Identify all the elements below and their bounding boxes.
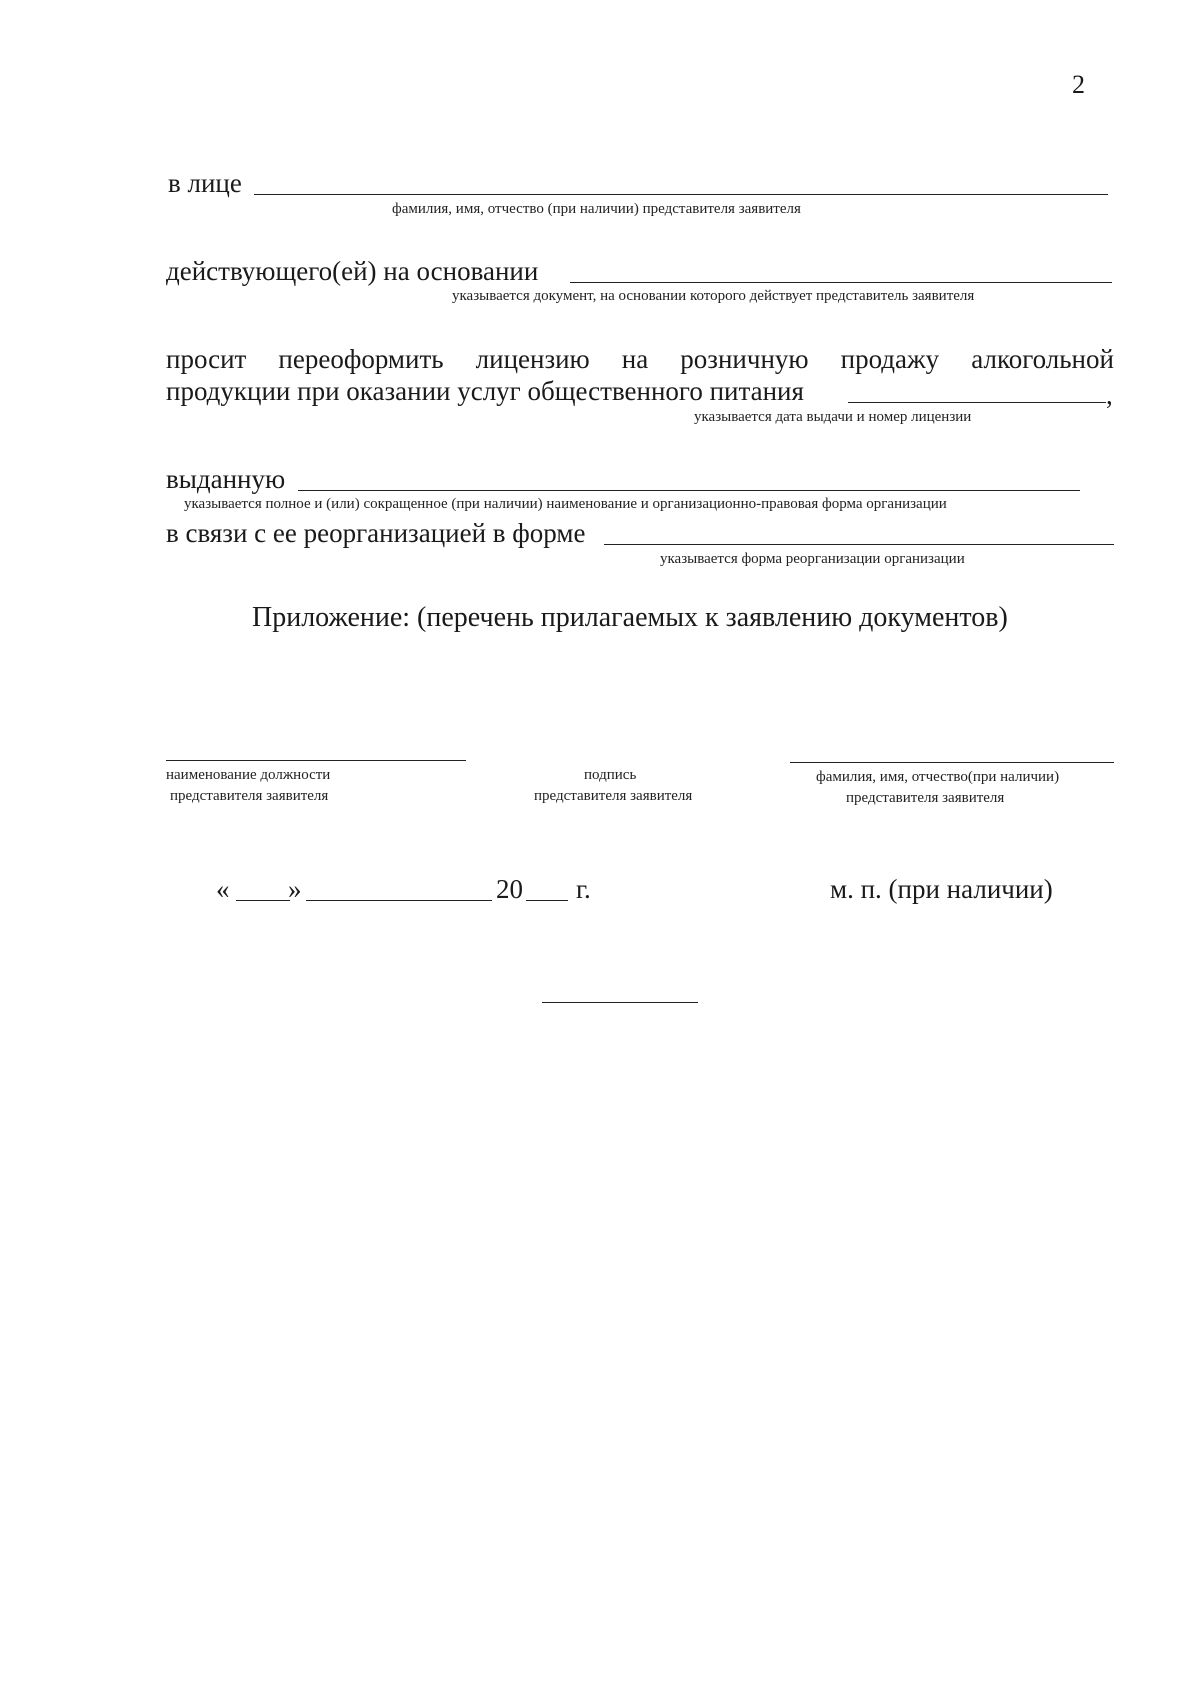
- seal-note: м. п. (при наличии): [830, 874, 1053, 904]
- representative-label: в лице: [168, 168, 242, 198]
- date-year-prefix: 20: [496, 874, 523, 904]
- basis-field-line[interactable]: [570, 282, 1112, 283]
- date-month-field[interactable]: [306, 900, 492, 901]
- trailing-comma: ,: [1106, 380, 1113, 410]
- request-line-1: [166, 346, 1114, 373]
- date-close-quote: »: [288, 874, 302, 904]
- reorganization-field-line[interactable]: [604, 544, 1114, 545]
- position-caption-2: представителя заявителя: [170, 788, 329, 804]
- license-field-line[interactable]: [848, 402, 1106, 403]
- request-line-2: продукции при оказании услуг общественного питания: [166, 376, 804, 406]
- name-caption-2: представителя заявителя: [846, 790, 1005, 806]
- request-word: на: [621, 344, 649, 374]
- request-word: переоформить: [278, 344, 444, 374]
- representative-field-line[interactable]: [254, 194, 1108, 195]
- basis-label: действующего(ей) на основании: [166, 256, 539, 286]
- signature-caption-1: подпись: [584, 767, 637, 783]
- position-field-line[interactable]: [166, 760, 466, 761]
- request-word: лицензию: [475, 344, 590, 374]
- date-day-field[interactable]: [236, 900, 290, 901]
- closing-divider: [542, 1002, 698, 1003]
- basis-caption: указывается документ, на основании которого действует представитель заявителя: [452, 288, 975, 304]
- page-number: 2: [1072, 70, 1085, 99]
- issued-label: выданную: [166, 464, 286, 494]
- request-word: продажу: [840, 344, 940, 374]
- date-year-field[interactable]: [526, 900, 568, 901]
- reorganization-caption: указывается форма реорганизации организации: [660, 551, 965, 567]
- request-word: алкогольной: [971, 344, 1114, 374]
- license-caption: указывается дата выдачи и номер лицензии: [694, 409, 972, 425]
- request-word: розничную: [680, 344, 809, 374]
- position-caption-1: наименование должности: [166, 767, 331, 783]
- attachment-heading: Приложение: (перечень прилагаемых к заявлению документов): [252, 602, 1008, 633]
- request-word: просит: [166, 344, 247, 374]
- date-year-suffix: г.: [576, 874, 591, 904]
- name-field-line[interactable]: [790, 762, 1114, 763]
- reorganization-label: в связи с ее реорганизацией в форме: [166, 518, 586, 548]
- name-caption-1: фамилия, имя, отчество(при наличии): [816, 769, 1060, 785]
- signature-caption-2: представителя заявителя: [534, 788, 693, 804]
- issued-caption: указывается полное и (или) сокращенное (при наличии) наименование и организационно-правовая форма организации: [184, 496, 947, 512]
- issued-field-line[interactable]: [298, 490, 1080, 491]
- representative-caption: фамилия, имя, отчество (при наличии) представителя заявителя: [392, 201, 801, 217]
- date-open-quote: «: [216, 874, 230, 904]
